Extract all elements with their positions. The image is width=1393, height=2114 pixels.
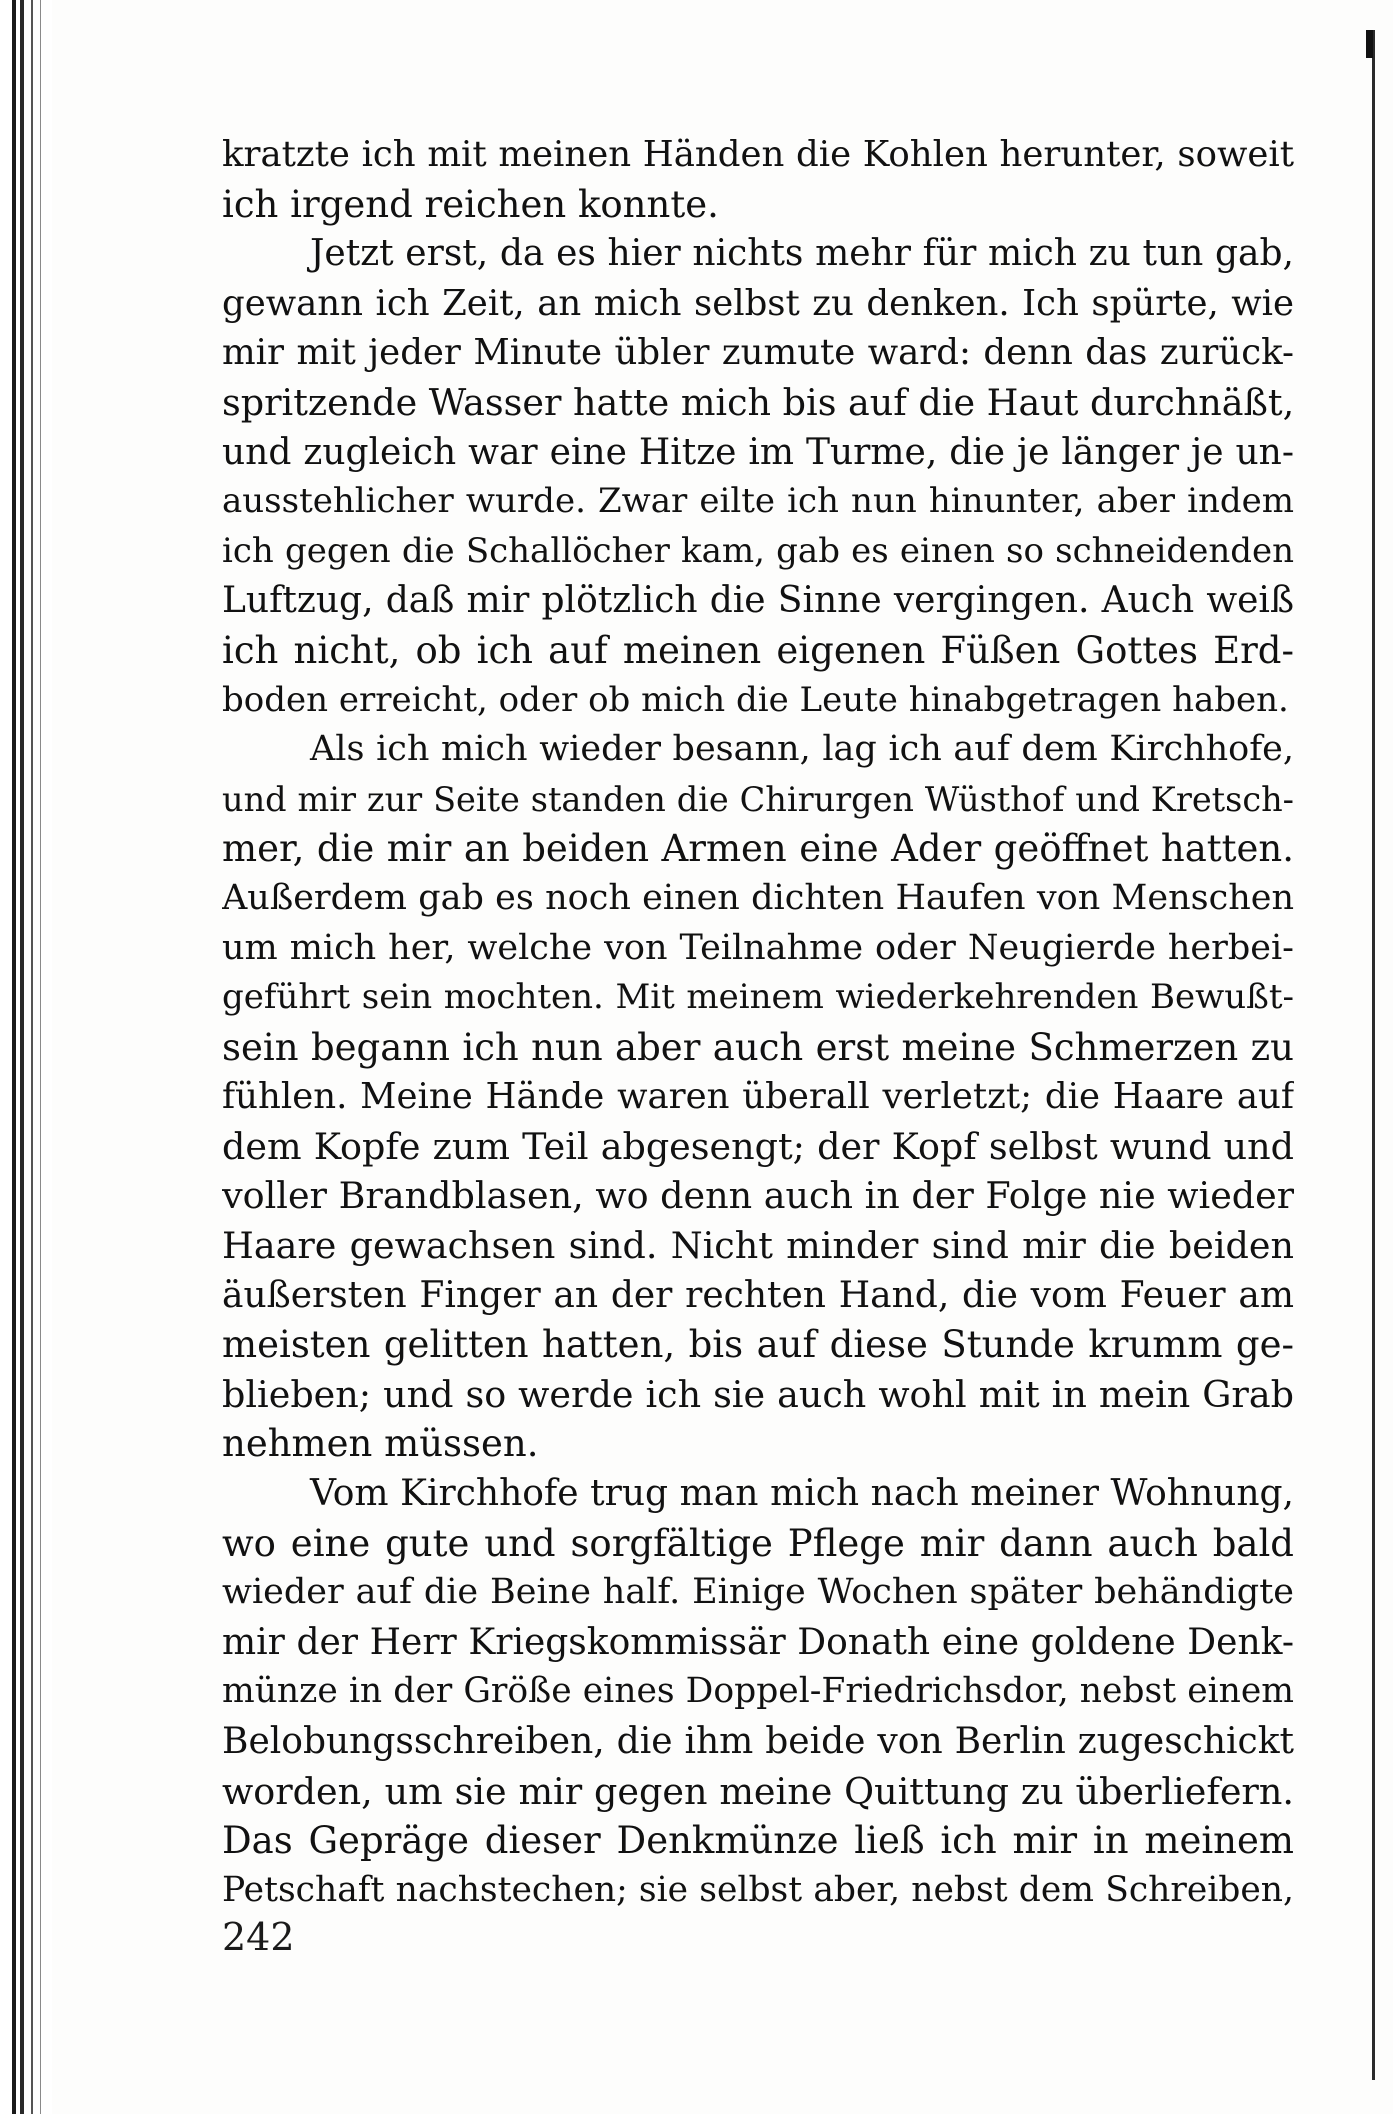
text-line: meisten gelitten hatten, bis auf diese Stunde krumm ge- [222,1323,1294,1367]
text-line: nehmen müssen. [222,1422,539,1466]
text-line: boden erreicht, oder ob mich die Leute hinabgetragen haben. [222,679,1289,720]
text-line: ich nicht, ob ich auf meinen eigenen Füßen Gottes Erd- [222,628,1294,672]
text-line: blieben; und so werde ich sie auch wohl mit in mein Grab [222,1372,1294,1416]
text-line: wo eine gute und sorgfältige Pflege mir dann auch bald [222,1521,1294,1565]
text-line: sein begann ich nun aber auch erst meine Schmerzen zu [222,1025,1294,1069]
text-line: und zugleich war eine Hitze im Turme, die je länger je un- [222,431,1294,473]
text-line: ich gegen die Schallöcher kam, gab es einen so schneidenden [222,530,1294,571]
scan-edge-right [1372,30,1375,2080]
text-line: Petschaft nachstechen; sie selbst aber, nebst dem Schreiben, [222,1869,1294,1910]
text-line: ausstehlicher wurde. Zwar eilte ich nun hinunter, aber indem [222,481,1294,522]
text-line: voller Brandblasen, wo denn auch in der Folge nie wieder [222,1174,1294,1218]
body-text [222,130,1294,1915]
text-line: wieder auf die Beine half. Einige Wochen später behändigte [222,1572,1294,1613]
text-line: ich irgend reichen konnte. [222,182,719,226]
text-line: Belobungsschreiben, die ihm beide von Berlin zugeschickt [222,1721,1294,1762]
text-line: Haare gewachsen sind. Nicht minder sind mir die beiden [222,1224,1294,1268]
text-line: geführt sein mochten. Mit meinem wiederkehrenden Bewußt- [222,977,1294,1018]
text-line: worden, um sie mir gegen meine Quittung zu überliefern. [222,1769,1294,1813]
text-line: und mir zur Seite standen die Chirurgen Wüsthof und Kretsch- [222,779,1294,819]
text-line: äußersten Finger an der rechten Hand, die vom Feuer am [222,1274,1294,1316]
scan-edge-left [0,0,52,2114]
text-line: Luftzug, daß mir plötzlich die Sinne vergingen. Auch weiß [222,580,1294,622]
text-line: dem Kopfe zum Teil abgesengt; der Kopf selbst wund und [222,1124,1294,1168]
text-line: kratzte ich mit meinen Händen die Kohlen herunter, soweit [222,134,1294,175]
page-number: 242 [222,1915,295,1959]
scan-edge-mark [1366,30,1373,58]
text-line: um mich her, welche von Teilnahme oder Neugierde herbei- [222,927,1294,968]
text-line: spritzende Wasser hatte mich bis auf die Haut durchnäßt, [222,380,1294,424]
text-line: Als ich mich wieder besann, lag ich auf dem Kirchhofe, [310,729,1294,770]
text-line: mir mit jeder Minute übler zumute ward: denn das zurück- [222,332,1294,374]
text-line: Außerdem gab es noch einen dichten Haufen von Menschen [222,877,1294,918]
text-line: Das Gepräge dieser Denkmünze ließ ich mir in meinem [222,1819,1294,1863]
text-line: Vom Kirchhofe trug man mich nach meiner Wohnung, [310,1473,1294,1515]
text-line: Jetzt erst, da es hier nichts mehr für mich zu tun gab, [310,233,1294,275]
text-line: mer, die mir an beiden Armen eine Ader geöffnet hatten. [222,827,1294,871]
text-line: gewann ich Zeit, an mich selbst zu denken. Ich spürte, wie [222,282,1294,324]
text-line: münze in der Größe eines Doppel-Friedrichsdor, nebst einem [222,1671,1294,1712]
text-line: mir der Herr Kriegskommissär Donath eine goldene Denk- [222,1621,1294,1663]
text-line: fühlen. Meine Hände waren überall verletzt; die Haare auf [222,1076,1294,1118]
